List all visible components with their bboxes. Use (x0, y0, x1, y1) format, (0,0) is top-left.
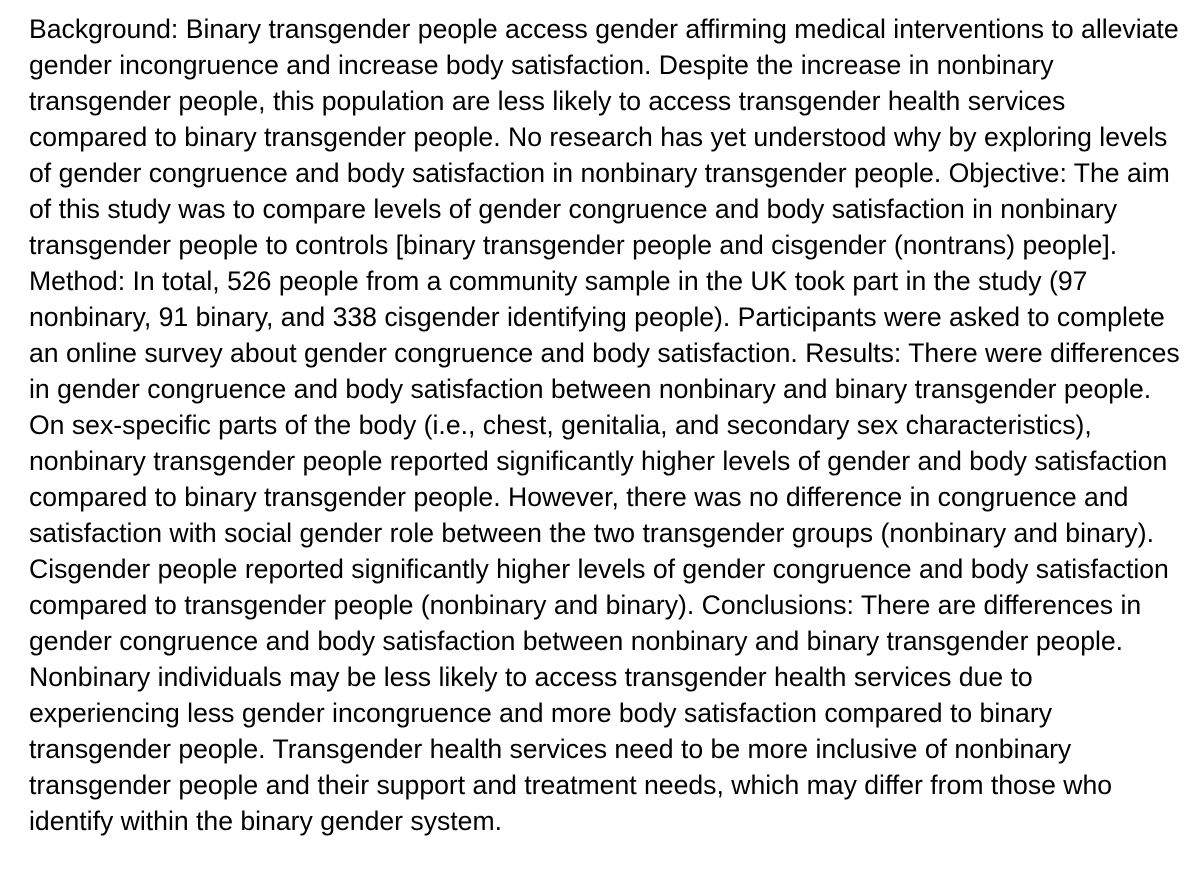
abstract-paragraph (29, 11, 1188, 839)
abstract-conclusions: Conclusions: There are differences in gender congruence and body satisfaction between nonbinary and binary transgender people. Nonbinary individuals may be less likely to access transgender health services due to experiencing less gender incongruence and more body satisfaction compared to binary transgender people. Transgender health services need to be more inclusive of nonbinary transgender people and their support and treatment needs, which may differ from those who identify within the binary gender system. (29, 590, 1142, 836)
abstract-results: Results: There were differences in gender congruence and body satisfaction between nonbinary and binary transgender people. On sex-specific parts of the body (i.e., chest, genitalia, and secondary sex characteristics), nonbinary transgender people reported significantly higher levels of gender and body satisfaction compared to binary transgender people. However, there was no difference in congruence and satisfaction with social gender role between the two transgender groups (nonbinary and binary). Cisgender people reported significantly higher levels of gender congruence and body satisfaction compared to transgender people (nonbinary and binary). (29, 338, 1180, 620)
abstract-method: Method: In total, 526 people from a community sample in the UK took part in the study (97 nonbinary, 91 binary, and 338 cisgender identifying people). Participants were asked to complete an online survey about gender congruence and body satisfaction. (29, 266, 1165, 368)
abstract-objective: Objective: The aim of this study was to compare levels of gender congruence and body satisfaction in nonbinary transgender people to controls [binary transgender people and cisgender (nontrans) people]. (29, 158, 1170, 260)
abstract-background: Background: Binary transgender people access gender affirming medical interventions to alleviate gender incongruence and increase body satisfaction. Despite the increase in nonbinary transgender people, this population are less likely to access transgender health services compared to binary transgender people. No research has yet understood why by exploring levels of gender congruence and body satisfaction in nonbinary transgender people. (29, 14, 1179, 188)
